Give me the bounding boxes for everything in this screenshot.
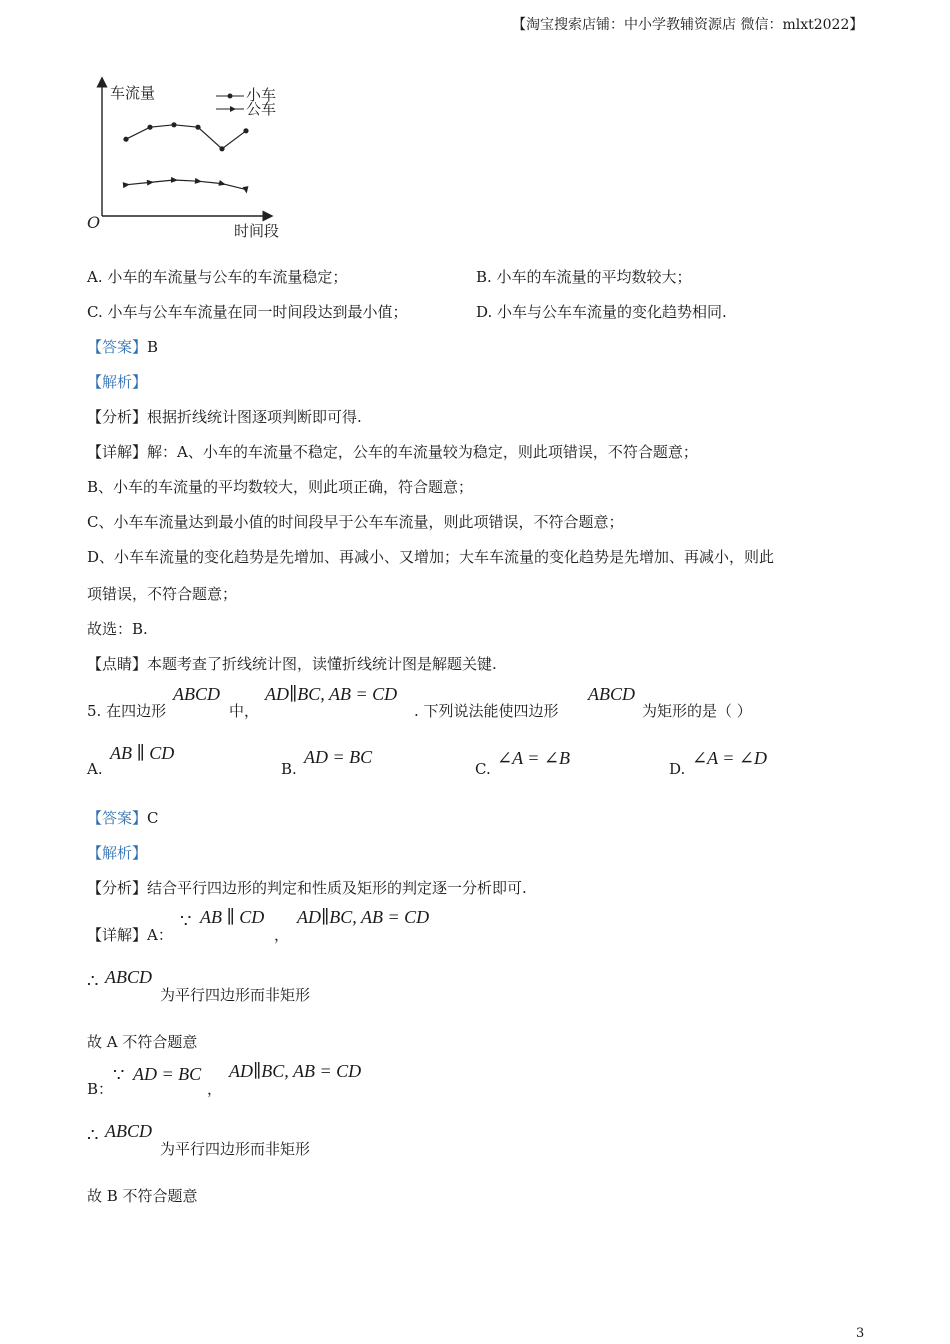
- q5-option-a-label: A.: [87, 760, 103, 778]
- answer-tag: 【答案】: [87, 809, 148, 827]
- q5-stem-abcd: ABCD: [173, 684, 220, 704]
- answer-tag: 【答案】: [87, 338, 148, 356]
- q5-stem-suffix: 为矩形的是（ ）: [642, 702, 752, 720]
- plot-area: [123, 122, 250, 194]
- comma-a: ，: [274, 926, 290, 944]
- series-1-point-3: [195, 178, 203, 185]
- series-1-point-1: [147, 179, 155, 186]
- q4-option-b: B. 小车的车流量的平均数较大；: [476, 268, 692, 286]
- page-header: 【淘宝搜索店铺：中小学教辅资源店 微信：mlxt2022】: [512, 17, 864, 33]
- q5-conclusion-a: 故 A 不符合题意: [87, 1033, 198, 1051]
- q4-fenxi: 【分析】根据折线统计图逐项判断即可得.: [87, 408, 362, 426]
- answer-value: B: [147, 338, 159, 356]
- therefore-symbol-b: ∴: [87, 1125, 99, 1145]
- q5-detail-b-abcd: ABCD: [105, 1121, 152, 1141]
- legend-arrow-marker: [230, 106, 236, 112]
- series-line-0: [126, 125, 246, 149]
- series-0-point-2: [171, 122, 176, 127]
- series-line-1: [126, 180, 246, 190]
- q4-detail-line-1: 【详解】解：A、小车的车流量不稳定，公车的车流量较为稳定，则此项错误，不符合题意；: [87, 443, 698, 461]
- q5-option-b-label: B.: [281, 760, 297, 778]
- series-0-point-5: [243, 128, 248, 133]
- q5-detail-b-label: B：: [87, 1080, 114, 1098]
- legend: [216, 86, 276, 118]
- series-0-point-0: [123, 137, 128, 142]
- q5-detail-tag: 【详解】A：: [87, 926, 173, 944]
- q5-detail-b-parallelogram: 为平行四边形而非矩形: [160, 1140, 311, 1158]
- answer-value: C: [147, 809, 159, 827]
- therefore-symbol-a: ∴: [87, 971, 99, 991]
- q5-fenxi: 【分析】结合平行四边形的判定和性质及矩形的判定逐一分析即可.: [87, 879, 527, 897]
- q5-detail-b-condition: AD∥BC, AB = CD: [229, 1061, 362, 1081]
- q4-detail-line-2: B、小车的车流量的平均数较大，则此项正确，符合题意；: [87, 478, 474, 496]
- q4-option-a: A. 小车的车流量与公车的车流量稳定；: [87, 268, 348, 286]
- series-0-point-1: [147, 125, 152, 130]
- y-axis-label: 车流量: [110, 84, 156, 102]
- q5-stem-after: . 下列说法能使四边形: [414, 702, 559, 720]
- line-chart: [82, 76, 342, 246]
- series-0-point-3: [195, 125, 200, 130]
- q5-stem-prefix: 5. 在四边形: [87, 702, 167, 720]
- because-symbol-a: ∵: [180, 911, 192, 931]
- series-0-point-4: [219, 146, 224, 151]
- q4-analysis-tag: 【解析】: [87, 373, 148, 391]
- q4-option-d: D. 小车与公车车流量的变化趋势相同.: [476, 303, 727, 321]
- legend-label-car: 小车: [246, 86, 277, 104]
- q5-answer: [87, 807, 159, 828]
- q5-option-c-math: ∠A = ∠B: [497, 748, 570, 768]
- q5-option-d-label: D.: [669, 760, 686, 778]
- q5-stem-condition: AD∥BC, AB = CD: [265, 684, 398, 704]
- q5-detail-a-math: AB ∥ CD: [200, 907, 265, 927]
- q5-option-a-math: AB ∥ CD: [110, 743, 175, 763]
- because-symbol-b: ∵: [113, 1065, 125, 1085]
- series-1-point-0: [123, 181, 131, 188]
- legend-dot-marker: [228, 94, 233, 99]
- comma-b: ，: [207, 1080, 223, 1098]
- q4-answer: [87, 336, 158, 357]
- q5-detail-a-condition: AD∥BC, AB = CD: [297, 907, 430, 927]
- q5-option-c-label: C.: [475, 760, 491, 778]
- q4-detail-line-3: C、小车车流量达到最小值的时间段早于公车车流量，则此项错误，不符合题意；: [87, 513, 624, 531]
- legend-label-bus: 公车: [246, 100, 277, 118]
- page-number: 3: [856, 1326, 865, 1341]
- series-1-point-4: [218, 180, 226, 188]
- q4-detail-line-5: 项错误，不符合题意；: [87, 585, 238, 603]
- origin-label: O: [87, 213, 101, 232]
- q5-stem-abcd-2: ABCD: [588, 684, 635, 704]
- q4-comment: 【点睛】本题考查了折线统计图，读懂折线统计图是解题关键.: [87, 655, 497, 673]
- q5-option-d-math: ∠A = ∠D: [692, 748, 767, 768]
- series-1-point-5: [243, 186, 250, 194]
- q5-detail-a-abcd: ABCD: [105, 967, 152, 987]
- x-axis-label: 时间段: [234, 222, 280, 240]
- q4-detail-line-4: D、小车车流量的变化趋势是先增加、再减小、又增加；大车车流量的变化趋势是先增加、再减小，则此: [87, 548, 775, 566]
- q5-option-b-math: AD = BC: [304, 747, 373, 767]
- q4-choose: 故选：B.: [87, 620, 148, 638]
- q5-detail-b-math: AD = BC: [133, 1064, 202, 1084]
- q5-detail-a-parallelogram: 为平行四边形而非矩形: [160, 986, 311, 1004]
- q5-stem-mid: 中，: [229, 702, 260, 720]
- q5-conclusion-b: 故 B 不符合题意: [87, 1187, 198, 1205]
- q5-analysis-tag: 【解析】: [87, 844, 148, 862]
- series-1-point-2: [171, 177, 178, 183]
- q4-option-c: C. 小车与公车车流量在同一时间段达到最小值；: [87, 303, 408, 321]
